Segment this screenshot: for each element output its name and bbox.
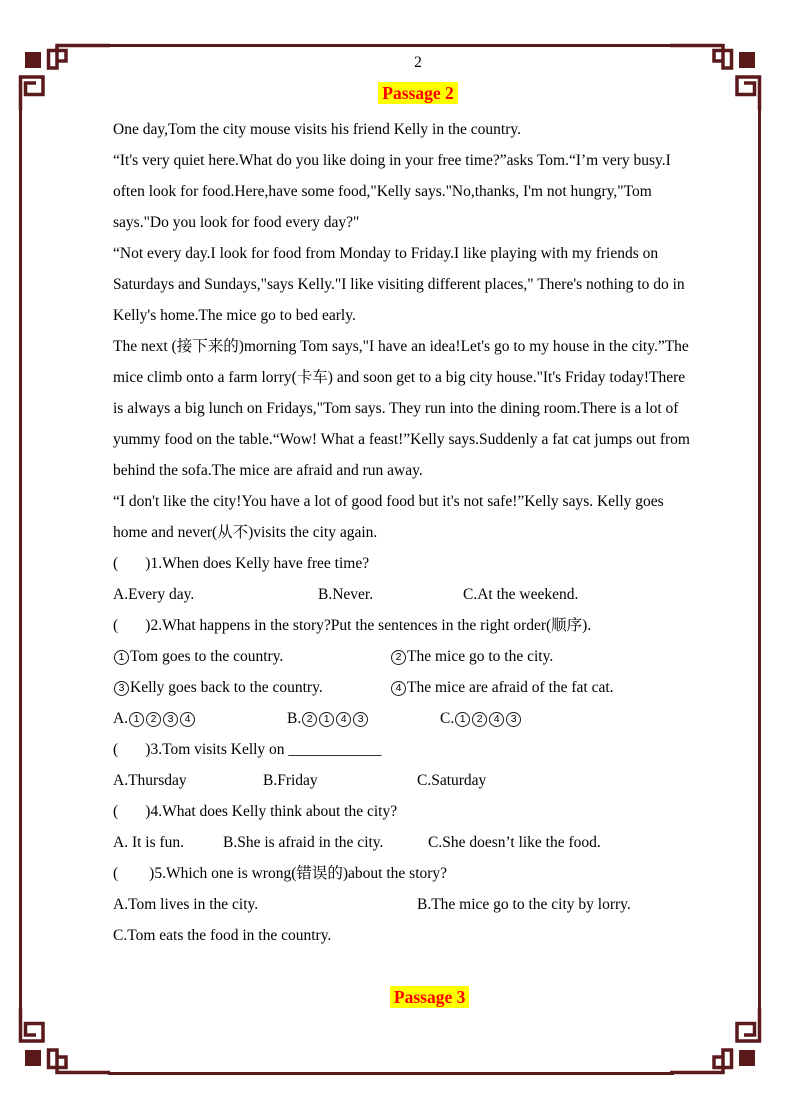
circled-number-icon: 3 [163, 712, 178, 727]
circled-number-icon: 4 [489, 712, 504, 727]
option-c: C.She doesn’t like the food. [428, 834, 601, 851]
circled-number-icon: 1 [319, 712, 334, 727]
passage-line: “Not every day.I look for food from Monday to Friday.I like playing with my friends on [113, 245, 659, 262]
question-5-option-c: C.Tom eats the food in the country. [113, 927, 332, 944]
passage-2-heading-label: Passage 2 [378, 82, 457, 104]
passage-3-heading [113, 951, 723, 1007]
sequence-item [113, 672, 323, 703]
passage-line: “It's very quiet here.What do you like doing in your free time?”asks Tom.“I’m very busy.I [113, 152, 671, 169]
option-c: C.At the weekend. [463, 586, 579, 603]
sequence-item [390, 641, 553, 672]
circled-number-icon: 4 [336, 712, 351, 727]
option-c: C.Saturday [417, 772, 487, 789]
question-4-options [113, 827, 723, 858]
option-b: B.Never. [318, 586, 374, 603]
option-b: B.She is afraid in the city. [223, 834, 384, 851]
option-a: A.Every day. [113, 586, 195, 603]
passage-line: The next (接下来的)morning Tom says,"I have an idea!Let's go to my house in the city.”The [113, 338, 689, 355]
passage-line: home and never(从不)visits the city again. [113, 524, 378, 541]
question-1-stem: ( )1.When does Kelly have free time? [113, 555, 370, 572]
circled-number-icon: 4 [180, 712, 195, 727]
question-1-options [113, 579, 723, 610]
passage-line: yummy food on the table.“Wow! What a feast!”Kelly says.Suddenly a fat cat jumps out from [113, 431, 690, 448]
question-4-stem: ( )4.What does Kelly think about the city? [113, 803, 398, 820]
passage-2-heading [113, 80, 723, 108]
circled-number-icon: 2 [302, 712, 317, 727]
circled-number-icon: 4 [391, 681, 406, 696]
question-5-options [113, 889, 723, 920]
passage-line: Kelly's home.The mice go to bed early. [113, 307, 356, 324]
corner-ornament-top-left-icon [0, 0, 110, 110]
corner-ornament-bottom-left-icon [0, 1008, 110, 1118]
passage-line: behind the sofa.The mice are afraid and run away. [113, 462, 423, 479]
sequence-item [390, 672, 614, 703]
question-2-sequence-row [113, 641, 723, 672]
circled-number-icon: 3 [353, 712, 368, 727]
question-3-stem: ( )3.Tom visits Kelly on ____________ [113, 741, 382, 758]
passage-line: often look for food.Here,have some food,"Kelly says."No,thanks, I'm not hungry,"Tom [113, 183, 652, 200]
page-number: 2 [414, 54, 422, 71]
circled-number-icon: 2 [146, 712, 161, 727]
sequence-item-text: The mice go to the city. [407, 648, 554, 665]
option-label: B. [287, 710, 302, 727]
corner-ornament-bottom-right-icon [670, 1008, 780, 1118]
passage-line: is always a big lunch on Fridays,"Tom says. They run into the dining room.There is a lot of [113, 400, 679, 417]
passage-3-heading-label: Passage 3 [390, 986, 469, 1008]
question-2-sequence-row [113, 672, 723, 703]
circled-number-icon: 1 [129, 712, 144, 727]
option-a: A. It is fun. [113, 834, 185, 851]
question-2-stem: ( )2.What happens in the story?Put the sentences in the right order(顺序). [113, 617, 592, 634]
option-a: A.Tom lives in the city. [113, 896, 259, 913]
question-5-stem: ( )5.Which one is wrong(错误的)about the story? [113, 865, 448, 882]
frame-right-line [758, 108, 761, 1012]
frame-top-line [108, 44, 674, 47]
question-3-options [113, 765, 723, 796]
passage-line: Saturdays and Sundays,"says Kelly."I like visiting different places," There's nothing to do in [113, 276, 685, 293]
sequence-item-text: Tom goes to the country. [130, 648, 284, 665]
passage-line: “I don't like the city!You have a lot of good food but it's not safe!”Kelly says. Kelly goes [113, 493, 664, 510]
frame-left-line [19, 108, 22, 1012]
option-b [287, 703, 369, 734]
sequence-item [113, 641, 283, 672]
option-label: A. [113, 710, 129, 727]
circled-number-icon: 1 [455, 712, 470, 727]
option-b: B.Friday [263, 772, 318, 789]
option-a [113, 703, 196, 734]
option-a: A.Thursday [113, 772, 187, 789]
circled-number-icon: 2 [391, 650, 406, 665]
sequence-item-text: The mice are afraid of the fat cat. [407, 679, 614, 696]
circled-number-icon: 2 [472, 712, 487, 727]
option-label: C. [440, 710, 455, 727]
passage-line: says."Do you look for food every day?" [113, 214, 360, 231]
option-c [440, 703, 522, 734]
circled-number-icon: 1 [114, 650, 129, 665]
sequence-item-text: Kelly goes back to the country. [130, 679, 323, 696]
frame-bottom-line [108, 1072, 674, 1075]
passage-line: mice climb onto a farm lorry(卡车) and soon get to a big city house."It's Friday today!There [113, 369, 686, 386]
worksheet-body [113, 114, 723, 1007]
option-b: B.The mice go to the city by lorry. [417, 896, 631, 913]
question-2-options [113, 703, 723, 734]
circled-number-icon: 3 [506, 712, 521, 727]
passage-line: One day,Tom the city mouse visits his friend Kelly in the country. [113, 121, 522, 138]
circled-number-icon: 3 [114, 681, 129, 696]
